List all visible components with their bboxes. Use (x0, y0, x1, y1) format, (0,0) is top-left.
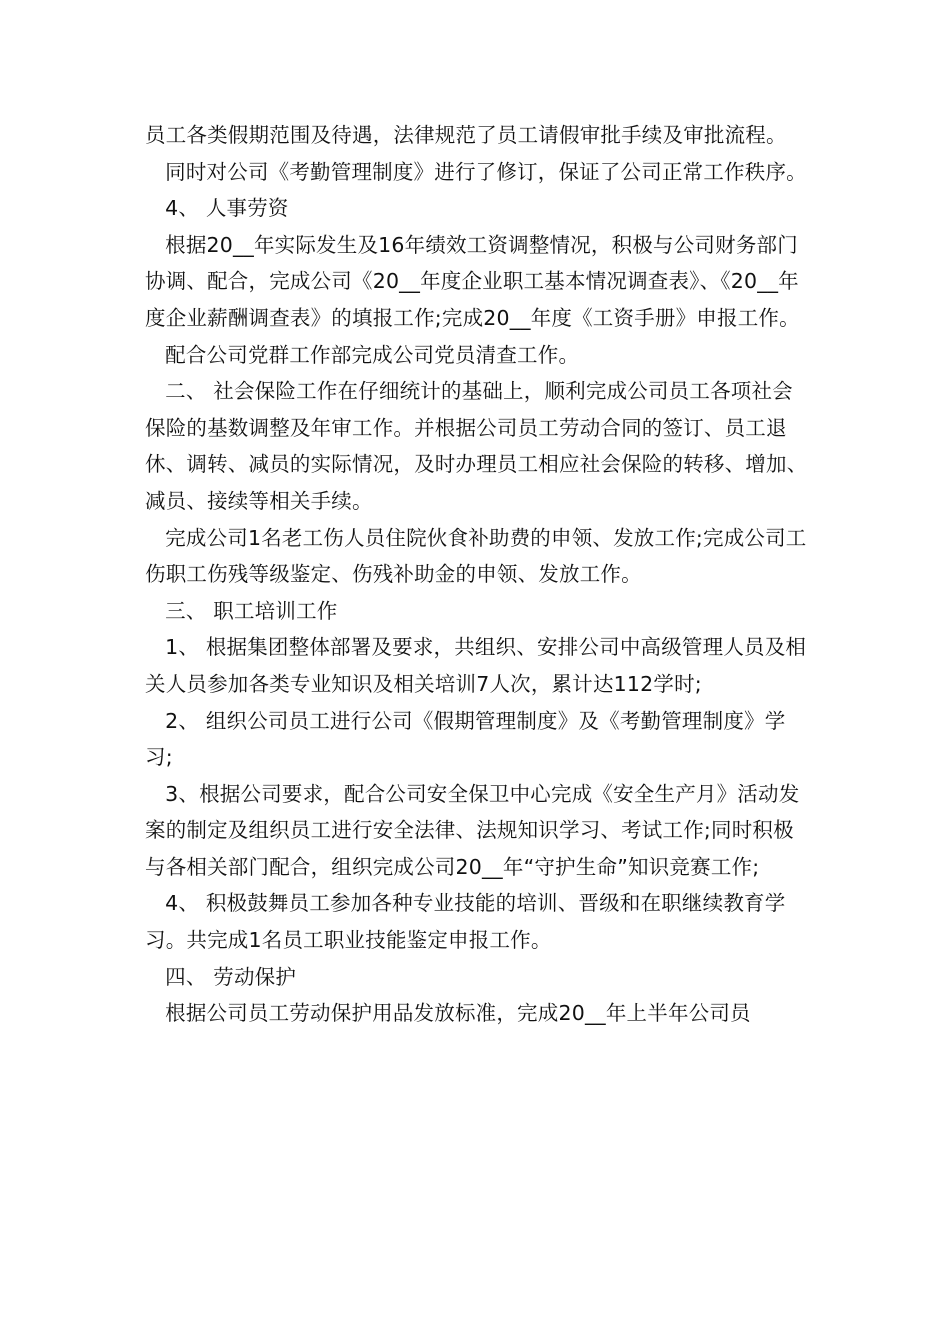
paragraph-training-item-4: 4、 积极鼓舞员工参加各种专业技能的培训、晋级和在职继续教育学习。共完成1名员工职业技能鉴定申报工作。 (145, 891, 786, 953)
paragraph-social-insurance: 二、 社会保险工作在仔细统计的基础上，顺利完成公司员工各项社会保险的基数调整及年审工作。并根据公司员工劳动合同的签订、员工退休、调转、减员的实际情况，及时办理员工相应社会保险的转移、增加、减员、接续等相关手续。 (145, 379, 808, 513)
paragraph-training-item-3: 3、根据公司要求，配合公司安全保卫中心完成《安全生产月》活动发案的制定及组织员工进行安全法律、法规知识学习、考试工作;同时积极与各相关部门配合，组织完成公司20__年“守护生命”知识竞赛工作; (145, 781, 800, 879)
paragraph-leave-policy: 员工各类假期范围及待遇，法律规范了员工请假审批手续及审批流程。 (145, 123, 787, 147)
paragraph-party-member-check: 配合公司党群工作部完成公司党员清查工作。 (145, 342, 580, 367)
paragraph-training-item-1: 1、 根据集团整体部署及要求，共组织、安排公司中高级管理人员及相关人员参加各类专业知识及相关培训7人次，累计达112学时; (145, 635, 807, 696)
paragraph-work-injury: 完成公司1名老工伤人员住院伙食补助费的申领、发放工作;完成公司工伤职工伤残等级鉴定、伤残补助金的申领、发放工作。 (145, 525, 807, 587)
heading-labor-protection: 四、 劳动保护 (145, 964, 297, 989)
paragraph-training-item-2: 2、 组织公司员工进行公司《假期管理制度》及《考勤管理制度》学习; (145, 708, 786, 770)
paragraph-protective-equipment: 根据公司员工劳动保护用品发放标准，完成20__年上半年公司员 (145, 1001, 751, 1026)
heading-personnel-payroll: 4、 人事劳资 (145, 196, 289, 221)
heading-staff-training: 三、 职工培训工作 (145, 598, 338, 623)
document-body (145, 117, 810, 1032)
paragraph-attendance-revision: 同时对公司《考勤管理制度》进行了修订，保证了公司正常工作秩序。 (145, 159, 807, 184)
paragraph-payroll-surveys: 根据20__年实际发生及16年绩效工资调整情况，积极与公司财务部门协调、配合，完成公司《20__年度企业职工基本情况调查表》、《20__年度企业薪酬调查表》的填报工作;完成20__年度《工资手册》申报工作。 (145, 232, 800, 330)
